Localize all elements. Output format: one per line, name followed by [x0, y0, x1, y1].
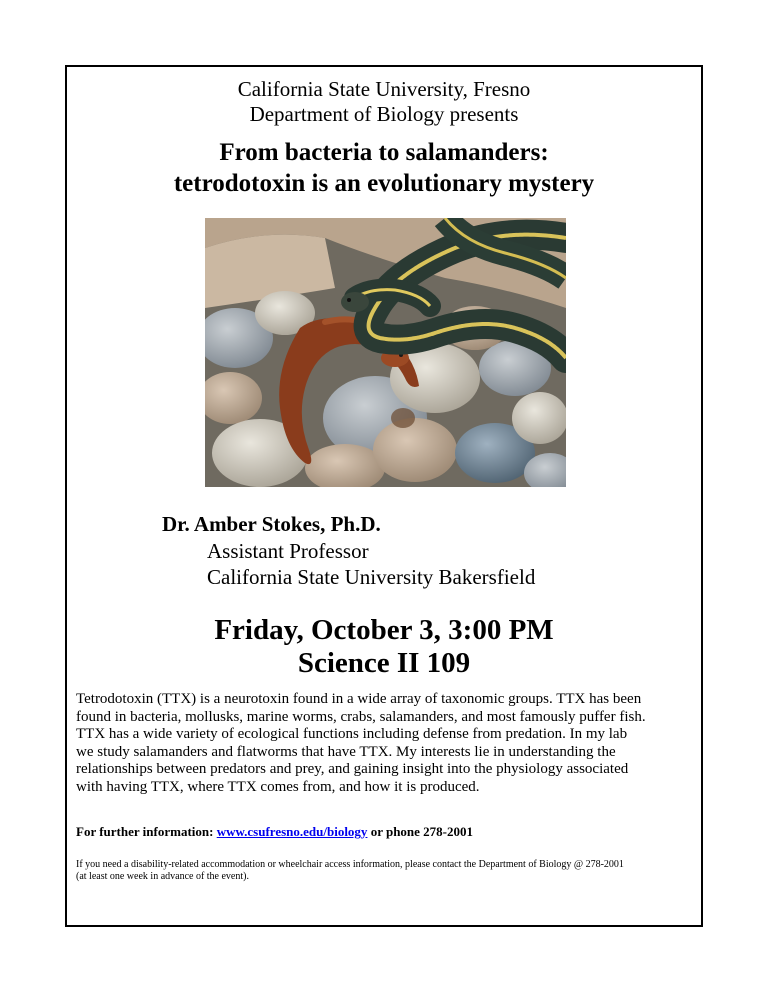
abstract-line: we study salamanders and flatworms that have TTX. My interests lie in understanding the	[76, 743, 616, 760]
abstract-line: with having TTX, where TTX comes from, and how it is produced.	[76, 778, 480, 795]
contact-info	[76, 824, 473, 840]
speaker-name: Dr. Amber Stokes, Ph.D.	[162, 512, 381, 536]
photo-illustration	[205, 218, 566, 487]
speaker-affiliation: California State University Bakersfield	[207, 565, 536, 589]
talk-abstract	[76, 691, 701, 796]
accessibility-line-1: If you need a disability-related accommodation or wheelchair access information, please contact the Department of Biology @ 278-2001	[76, 859, 624, 870]
biology-website-link[interactable]: www.csufresno.edu/biology	[216, 824, 368, 839]
event-datetime: Friday, October 3, 3:00 PM	[214, 614, 554, 646]
abstract-line: Tetrodotoxin (TTX) is a neurotoxin found in a wide array of taxonomic groups. TTX has been	[76, 691, 642, 707]
accessibility-line-2: (at least one week in advance of the event).	[76, 871, 249, 882]
talk-title-line-2: tetrodotoxin is an evolutionary mystery	[173, 170, 595, 197]
accessibility-notice	[76, 859, 624, 883]
abstract-line: found in bacteria, mollusks, marine worms, crabs, salamanders, and most famously puffer fish.	[76, 708, 646, 725]
event-location: Science II 109	[297, 647, 471, 679]
abstract-line: relationships between predators and prey, and gaining insight into the physiology associated	[76, 761, 629, 777]
snake-newt-photo	[205, 218, 566, 487]
department-presents: Department of Biology presents	[249, 102, 519, 126]
contact-prefix: For further information:	[76, 824, 217, 839]
abstract-line: TTX has a wide variety of ecological functions including defense from predation. In my lab	[76, 726, 628, 742]
speaker-position: Assistant Professor	[207, 539, 369, 563]
flyer-border	[65, 65, 703, 927]
talk-title-line-1: From bacteria to salamanders:	[219, 139, 549, 166]
contact-phone: or phone 278-2001	[367, 824, 474, 839]
university-name: California State University, Fresno	[237, 77, 531, 101]
